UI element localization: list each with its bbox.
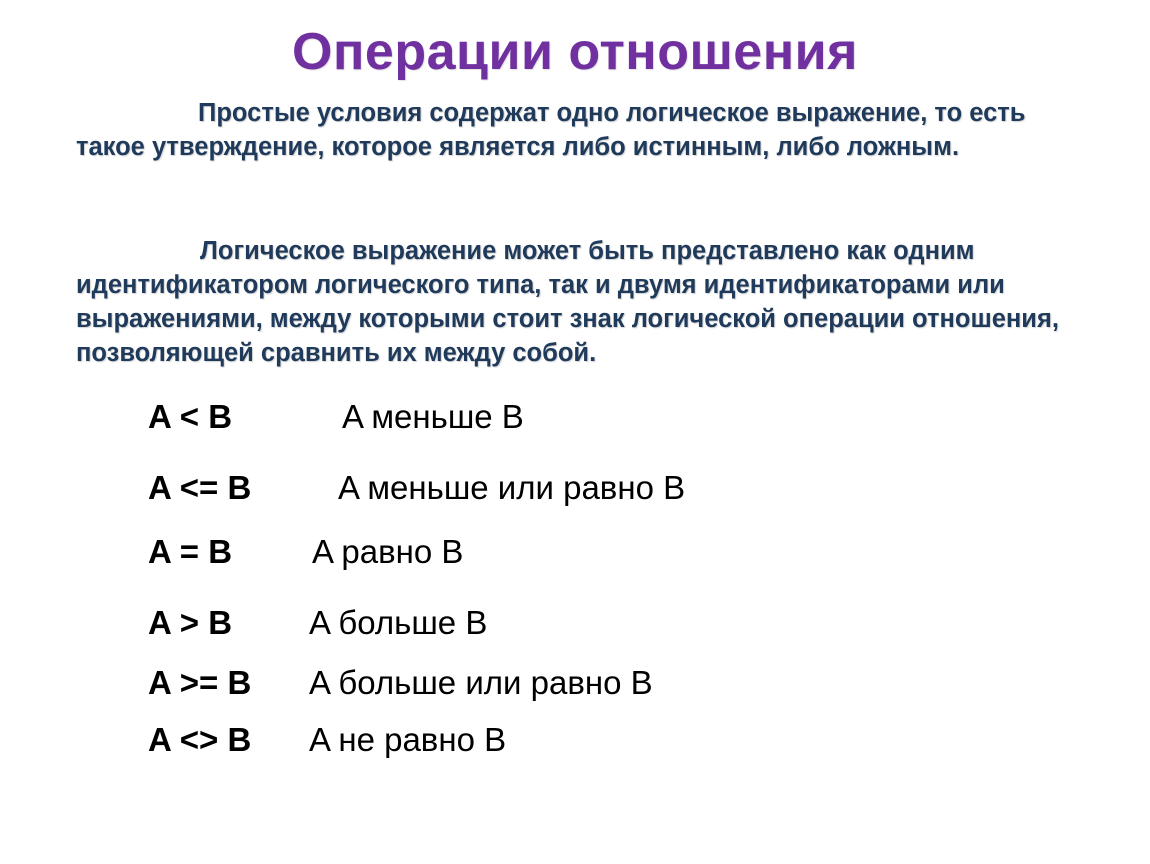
paragraph-simple-conditions: Простые условия содержат одно логическое выражение, то есть такое утверждение, которое является либо истинным, либо ложным.	[76, 99, 1026, 161]
operation-expression: A >= B	[148, 664, 252, 701]
operation-expression: A = B	[148, 533, 233, 570]
operation-description: A больше или равно B	[309, 664, 653, 701]
paragraph-logical-expression: Логическое выражение может быть представлено как одним идентификатором логического типа, так и двумя идентификаторами или выражениями, между которыми стоит знак логической операции отношения, позволяющей сравнить их между собой.	[76, 237, 1059, 367]
operation-expression: A > B	[148, 604, 233, 641]
operation-description: A меньше или равно B	[338, 469, 686, 506]
operation-description: A больше B	[309, 604, 488, 641]
slide-title: Операции отношения	[292, 23, 858, 81]
operation-expression: A <> B	[148, 721, 252, 758]
operation-expression: A < B	[148, 398, 233, 435]
operation-description: A не равно B	[309, 721, 507, 758]
operation-description: A меньше B	[342, 398, 524, 435]
operation-expression: A <= B	[148, 469, 252, 506]
operation-description: A равно B	[312, 533, 464, 570]
